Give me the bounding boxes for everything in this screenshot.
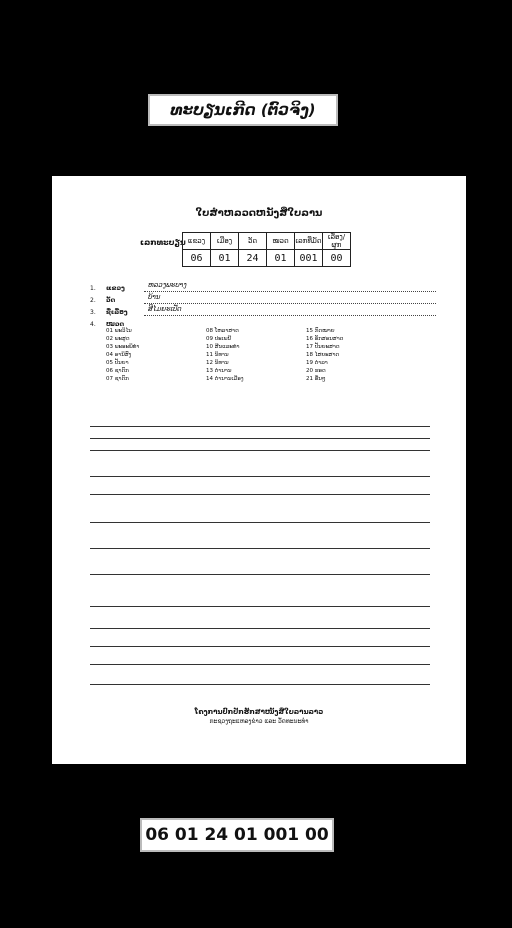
form-line: [90, 628, 430, 629]
form-line: [90, 574, 430, 575]
field-number: 2.: [90, 297, 96, 304]
field-label: ຊື່ເລື່ອງ: [106, 308, 128, 316]
field-number: 3.: [90, 309, 96, 316]
field-label: ວັດ: [106, 296, 116, 304]
form-line: [90, 606, 430, 607]
code-header: ເລື່ອງ/ຜູກ: [323, 233, 351, 250]
code-value-row: [183, 250, 351, 267]
code-value: 001: [295, 250, 323, 267]
code-value: 01: [211, 250, 239, 267]
form-line: [90, 426, 430, 427]
field-row: [90, 292, 436, 304]
code-value: 24: [239, 250, 267, 267]
code-value: 01: [267, 250, 295, 267]
form-line: [90, 494, 430, 495]
sheet-title: ໃບສຳຫລວດຫນັງສືໃບລານ: [195, 208, 323, 219]
form-line: [90, 548, 430, 549]
code-table: [182, 232, 351, 267]
sheet-footer: [52, 708, 466, 726]
field-label: ແຂວງ: [106, 284, 125, 292]
category-option: 16 ອັກສອນສາດ: [306, 336, 344, 342]
survey-sheet: [52, 176, 466, 764]
form-line: [90, 450, 430, 451]
category-option: 11 ນິທານ: [206, 352, 229, 358]
category-option: 07 ຊາດົກ: [106, 376, 129, 382]
document-header-label: ທະບຽນເກີດ (ຕົວຈິງ): [148, 94, 338, 126]
category-option: 05 ປັນຍາ: [106, 360, 129, 366]
category-option: 18 ໄສຍະສາດ: [306, 352, 340, 358]
category-option: 19 ຕຳລາ: [306, 360, 328, 366]
category-option: 21 ອື່ນໆ: [306, 376, 326, 382]
footer-line: ໂຄງການປົກປັກຮັກສາໜັງສືໃບລານລາວ: [194, 708, 324, 716]
category-option: 13 ຕຳນານ: [206, 368, 232, 374]
field-row: [90, 280, 436, 292]
field-value: ຫລວງພະບາງ: [144, 281, 436, 292]
footer-line: ກະຊວງຖະແຫລງຂ່າວ ແລະ ວັດທະນະທຳ: [209, 718, 309, 725]
category-option: 01 ພະວິໄນ: [106, 328, 132, 334]
field-value: ບ້ານ: [144, 293, 436, 304]
field-row: [90, 304, 436, 316]
code-header: ແຂວງ: [183, 233, 211, 250]
category-option: 20 ຮອດ: [306, 368, 326, 374]
code-label: ເລກທະບຽນ: [140, 238, 186, 247]
category-options: [106, 328, 406, 382]
code-header: ໝວດ: [267, 233, 295, 250]
code-value: 06: [183, 250, 211, 267]
category-option: 10 ສີນແລະທຳ: [206, 344, 240, 350]
section-label: ໝວດ: [106, 320, 125, 328]
field-value: ສີໄມຍະເປັດ: [144, 305, 436, 316]
category-option: 12 ນິທານ: [206, 360, 229, 366]
field-number: 1.: [90, 285, 96, 292]
form-line: [90, 684, 430, 685]
category-option: 17 ປັນຍະສາດ: [306, 344, 340, 350]
category-option: 02 ພະສູດ: [106, 336, 130, 342]
form-line: [90, 664, 430, 665]
field-number: 4.: [90, 321, 96, 328]
code-header: ເລກທີ່ມັດ: [295, 233, 323, 250]
manuscript-id-label: 06 01 24 01 001 00: [140, 818, 334, 852]
category-option: 15 ກົດໝາຍ: [306, 328, 335, 334]
category-option: 14 ຕຳນານເມືອງ: [206, 376, 244, 382]
field-row: [90, 316, 436, 328]
category-option: 03 ພະອະພິທຳ: [106, 344, 140, 350]
form-line: [90, 646, 430, 647]
category-option: 06 ຊາດົກ: [106, 368, 129, 374]
code-header: ເມືອງ: [211, 233, 239, 250]
form-line: [90, 476, 430, 477]
code-header: ວັດ: [239, 233, 267, 250]
category-option: 04 ອານິສົງ: [106, 352, 132, 358]
form-line: [90, 438, 430, 439]
code-header-row: [183, 233, 351, 250]
form-line: [90, 522, 430, 523]
category-option: 09 ປະເພນີ: [206, 336, 232, 342]
code-value: 00: [323, 250, 351, 267]
category-option: 08 ໂຫລາສາດ: [206, 328, 239, 334]
field-rows: [90, 280, 436, 328]
